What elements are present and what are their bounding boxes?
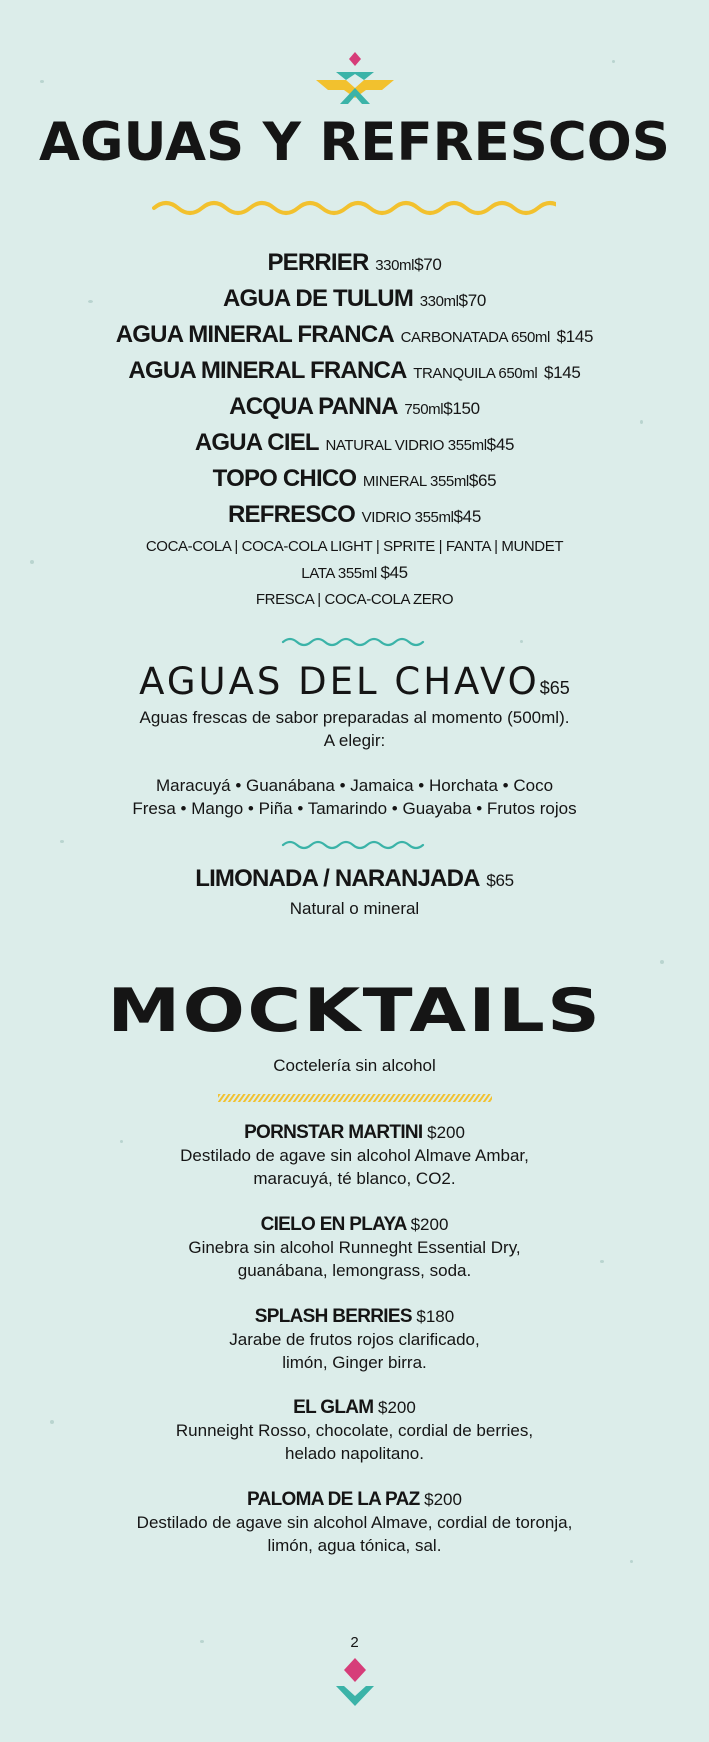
- list-item: ACQUA PANNA 750ml$150: [229, 393, 480, 420]
- section-title: AGUAS DEL CHAVO$65: [139, 660, 570, 703]
- list-item: AGUA MINERAL FRANCA TRANQUILA 650ml $145: [128, 357, 581, 384]
- mocktail-item: EL GLAM $200 Runneight Rosso, chocolate, cordial de berries, helado napolitano.: [175, 1397, 534, 1463]
- mocktail-item: CIELO EN PLAYA $200 Ginebra sin alcohol Runneght Essential Dry, guanábana, lemongrass, soda.: [188, 1214, 521, 1280]
- wavy-divider-yellow: [152, 200, 556, 216]
- refresco-can: LATA 355ml $45: [301, 563, 408, 582]
- mocktail-item: SPLASH BERRIES $180 Jarabe de frutos rojos clarificado, limón, Ginger birra.: [229, 1306, 480, 1372]
- list-item: REFRESCO VIDRIO 355ml$45: [228, 501, 481, 528]
- limonada-item: LIMONADA / NARANJADA $65 Natural o mineral: [195, 865, 514, 918]
- section-title: AGUAS Y REFRESCOS: [39, 112, 670, 173]
- wavy-divider-teal: [281, 840, 429, 850]
- section-title: MOCKTAILS: [107, 976, 602, 1046]
- drinks-list: [0, 246, 709, 498]
- mocktail-item: PALOMA DE LA PAZ $200 Destilado de agave sin alcohol Almave, cordial de toronja, limón, agua tónica, sal.: [136, 1489, 573, 1555]
- section-aguas-refrescos: [0, 112, 709, 173]
- list-item: AGUA MINERAL FRANCA CARBONATADA 650ml $145: [115, 321, 594, 348]
- section-mocktails: [0, 976, 709, 1046]
- chavo-description: Aguas frescas de sabor preparadas al momento (500ml). A elegir:: [139, 708, 570, 750]
- wavy-divider-teal: [281, 637, 429, 647]
- page-number: 2: [350, 1634, 359, 1651]
- diamond-chevron-logo-icon: [336, 1658, 374, 1706]
- list-item: PERRIER 330ml$70: [267, 249, 442, 276]
- list-item: AGUA DE TULUM 330ml$70: [222, 285, 487, 312]
- aztec-arrow-logo-icon: [316, 52, 394, 104]
- flavor-list: Maracuyá • Guanábana • Jamaica • Horchata • Coco Fresa • Mango • Piña • Tamarindo • Guayaba • Frutos rojos: [132, 776, 577, 818]
- refresco-can-options: FRESCA | COCA-COLA ZERO: [255, 591, 454, 608]
- refresco-glass-options: COCA-COLA | COCA-COLA LIGHT | SPRITE | FANTA | MUNDET: [145, 538, 564, 555]
- section-aguas-del-chavo: [0, 660, 709, 703]
- list-item: TOPO CHICO MINERAL 355ml$65: [212, 465, 497, 492]
- refresco-block: [0, 498, 709, 613]
- hatched-divider-yellow: [214, 1093, 494, 1103]
- mocktail-item: PORNSTAR MARTINI $200 Destilado de agave sin alcohol Almave Ambar, maracuyá, té blanco, CO2.: [180, 1122, 529, 1188]
- mocktails-subtitle: Coctelería sin alcohol: [273, 1056, 436, 1075]
- list-item: AGUA CIEL NATURAL VIDRIO 355ml$45: [194, 429, 515, 456]
